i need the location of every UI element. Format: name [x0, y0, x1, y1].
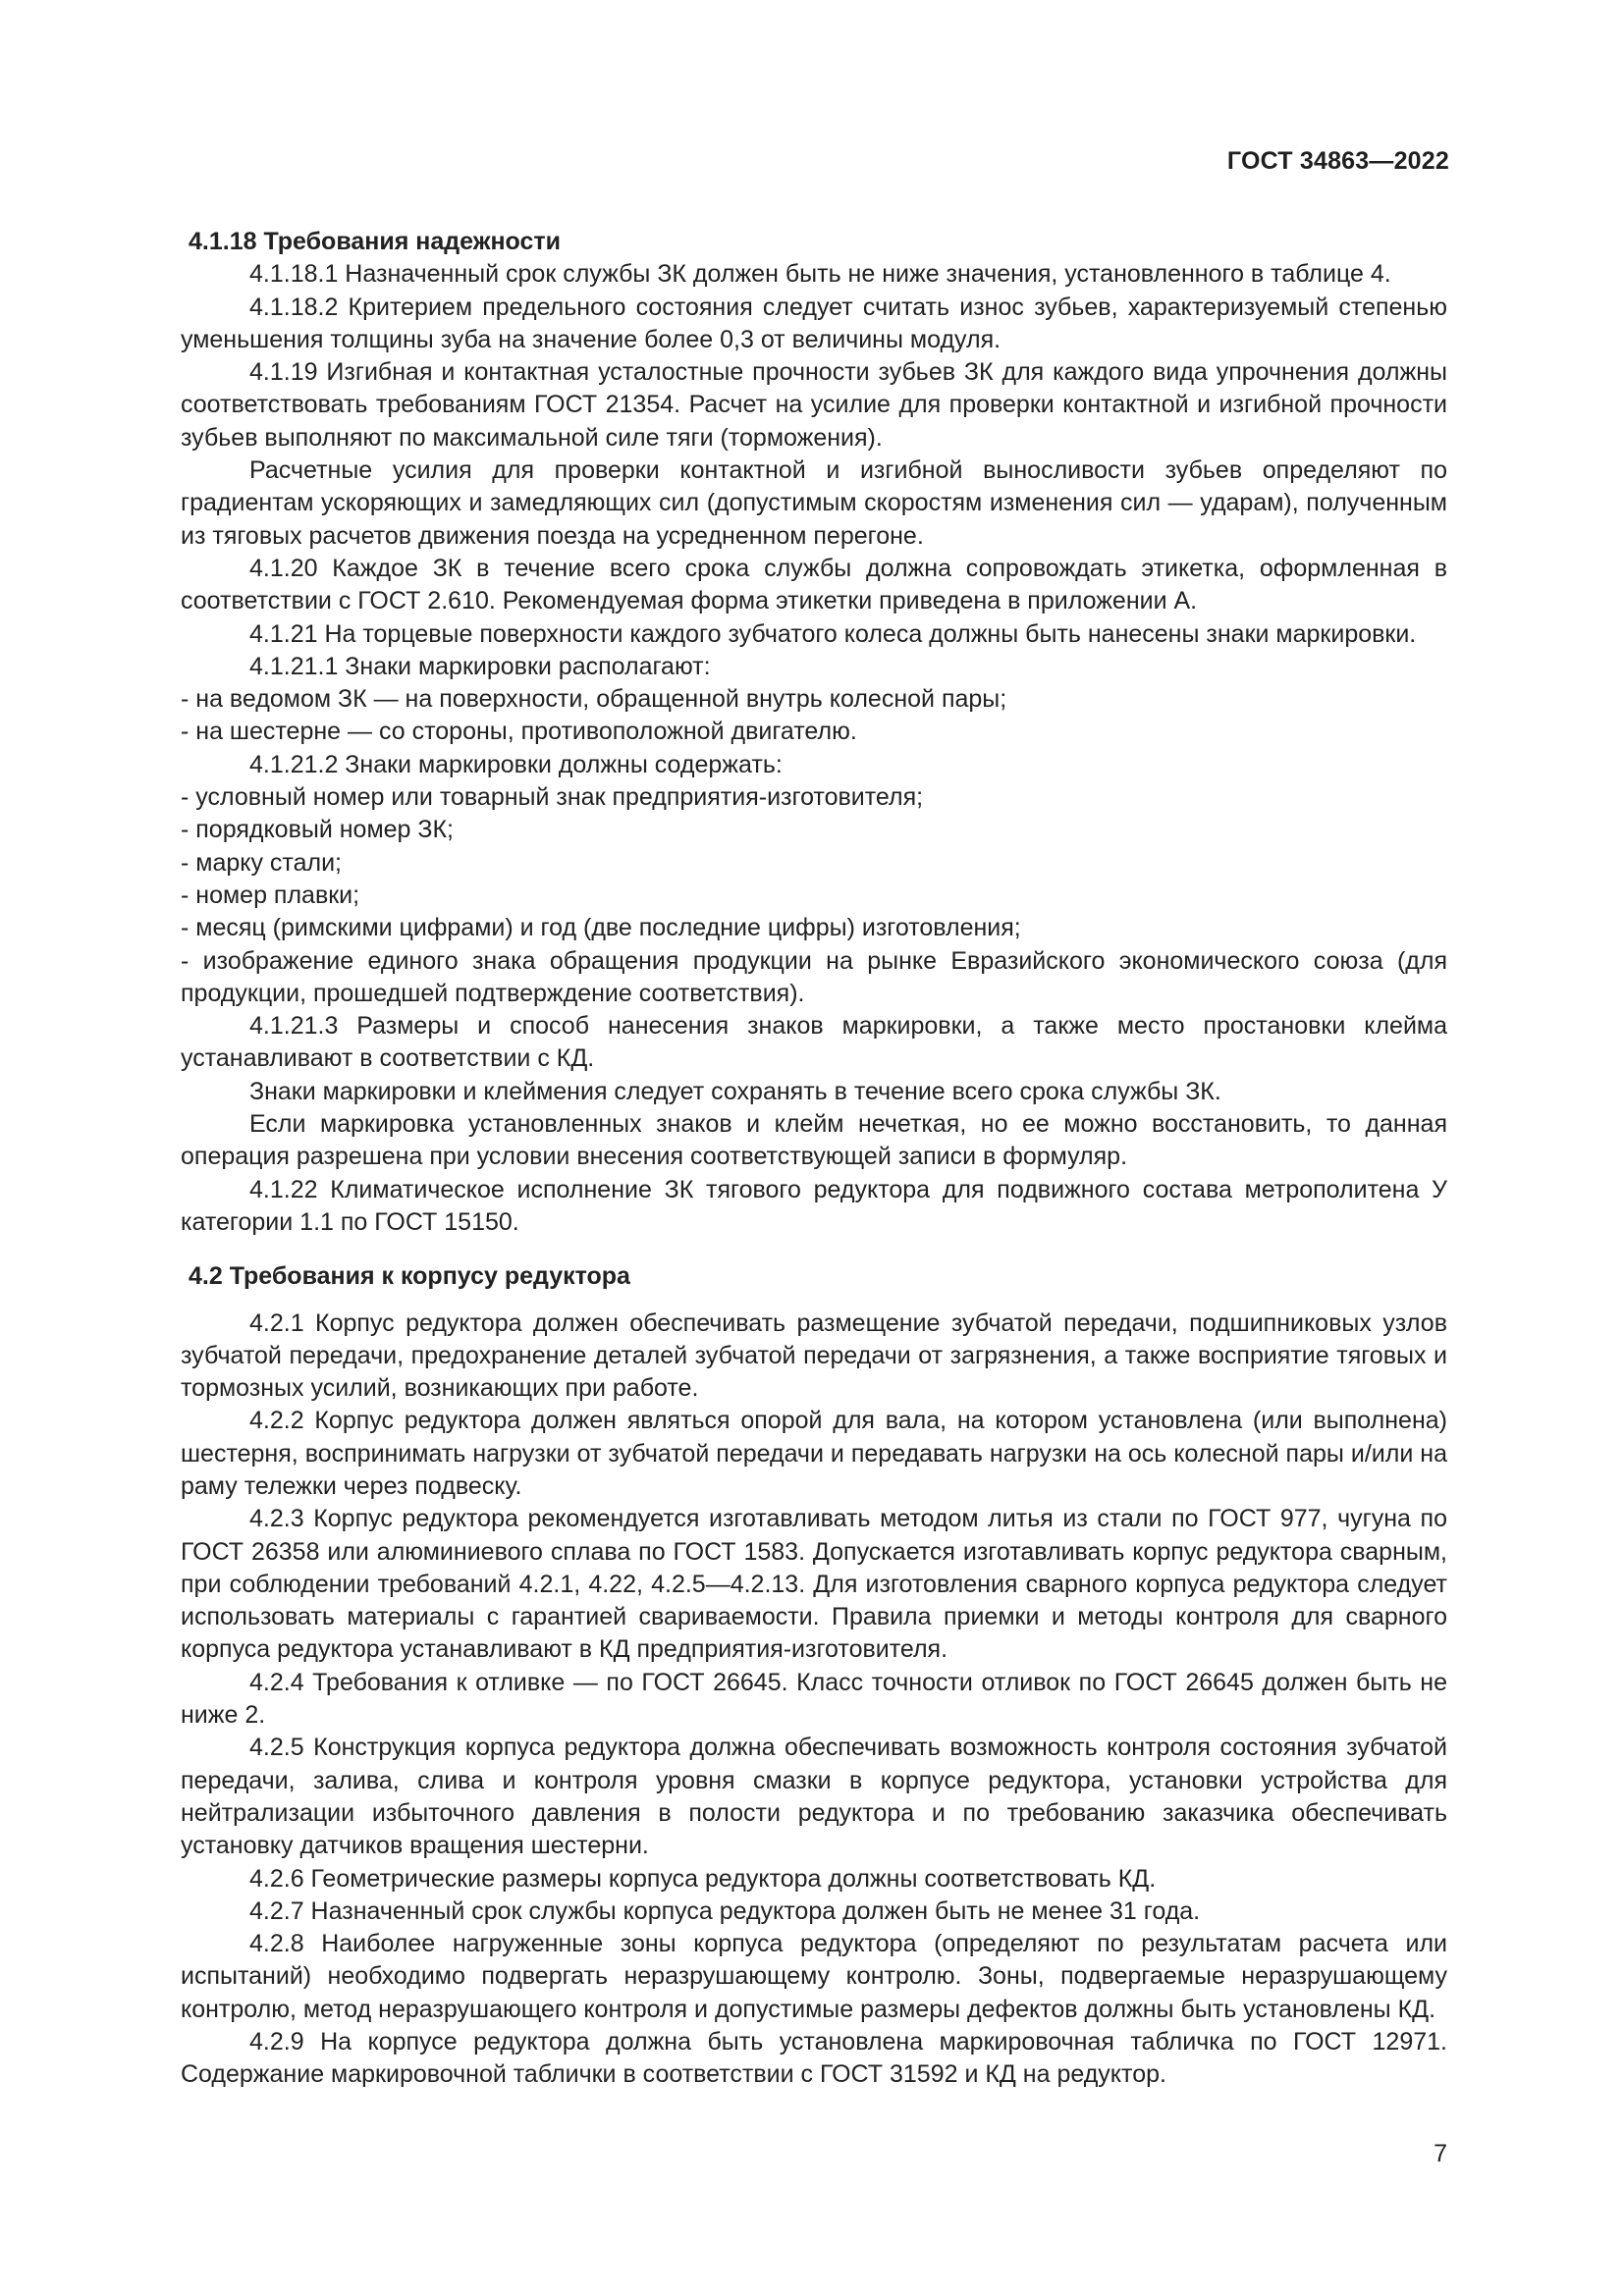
- paragraph-4-1-20: 4.1.20 Каждое ЗК в течение всего срока службы должна сопровождать этикетка, оформленная в соответствии с ГОСТ 2.610. Рекомендуемая форма этикетки приведена в приложении А.: [181, 554, 1447, 615]
- paragraph-4-2-2: 4.2.2 Корпус редуктора должен являться опорой для вала, на котором установлена (или выполнена) шестерня, воспринимать нагрузки от зубчатой передачи и передавать нагрузки на ось колесной пары и/или на раму тележки через подвеску.: [181, 1407, 1447, 1500]
- list-item: - условный номер или товарный знак предприятия-изготовителя;: [181, 783, 924, 812]
- paragraph-4-2-8: 4.2.8 Наиболее нагруженные зоны корпуса редуктора (определяют по результатам расчета или испытаний) необходимо подвергать неразрушающему контролю. Зоны, подвергаемые неразрушающему контролю, метод неразрушающего контроля и допустимые размеры дефектов должны быть установлены КД.: [181, 1930, 1447, 2023]
- heading-4-1-18: 4.1.18 Требования надежности: [189, 228, 562, 255]
- page-number: 7: [1434, 2140, 1447, 2167]
- paragraph-4-1-21-3: 4.1.21.3 Размеры и способ нанесения знаков маркировки, а также место простановки клейма устанавливают в соответствии с КД.: [181, 1012, 1447, 1073]
- document-header-id: ГОСТ 34863—2022: [1226, 147, 1449, 175]
- list-item: - изображение единого знака обращения продукции на рынке Евразийского экономического союза (для продукции, прошедшей подтверждение соответствия).: [181, 946, 1447, 1007]
- paragraph-4-2-4: 4.2.4 Требования к отливке — по ГОСТ 26645. Класс точности отливок по ГОСТ 26645 должен быть не ниже 2.: [181, 1668, 1447, 1730]
- paragraph-4-2-1: 4.2.1 Корпус редуктора должен обеспечивать размещение зубчатой передачи, подшипниковых узлов зубчатой передачи, предохранение деталей зубчатой передачи от загрязнения, а также восприятие тяговых и тормозных усилий, возникающих при работе.: [181, 1308, 1447, 1403]
- paragraph-4-1-21-1: 4.1.21.1 Знаки маркировки располагают:: [249, 652, 711, 680]
- heading-4-2: 4.2 Требования к корпусу редуктора: [189, 1262, 630, 1291]
- paragraph-marking-restoration: Если маркировка установленных знаков и клейм нечеткая, но ее можно восстановить, то данная операция разрешена при условии внесения соответствующей записи в формуляр.: [181, 1110, 1447, 1171]
- paragraph-4-1-21: 4.1.21 На торцевые поверхности каждого зубчатого колеса должны быть нанесены знаки маркировки.: [249, 619, 1417, 648]
- list-item: - марку стали;: [181, 848, 343, 877]
- list-item: - номер плавки;: [181, 881, 360, 909]
- paragraph-4-2-6: 4.2.6 Геометрические размеры корпуса редуктора должны соответствовать КД.: [249, 1864, 1157, 1893]
- paragraph-4-2-9: 4.2.9 На корпусе редуктора должна быть установлена маркировочная табличка по ГОСТ 12971. Содержание маркировочной таблички в соответствии с ГОСТ 31592 и КД на редуктор.: [181, 2028, 1447, 2089]
- list-item: - порядковый номер ЗК;: [181, 816, 455, 844]
- paragraph-4-1-22: 4.1.22 Климатическое исполнение ЗК тягового редуктора для подвижного состава метрополитена У категории 1.1 по ГОСТ 15150.: [181, 1175, 1447, 1236]
- paragraph-4-2-5: 4.2.5 Конструкция корпуса редуктора должна обеспечивать возможность контроля состояния зубчатой передачи, залива, слива и контроля уровня смазки в корпусе редуктора, установки устройства для нейтрализации избыточного давления в полости редуктора и по требованию заказчика обеспечивать установку датчиков вращения шестерни.: [181, 1734, 1447, 1860]
- document-body: [181, 226, 1447, 2092]
- list-item: - на ведомом ЗК — на поверхности, обращенной внутрь колесной пары;: [181, 685, 1007, 714]
- paragraph-4-1-19-forces: Расчетные усилия для проверки контактной и изгибной выносливости зубьев определяют по градиентам ускоряющих и замедляющих сил (допустимым скоростям изменения сил — ударам), полученным из тяговых расчетов движения поезда на усредненном перегоне.: [181, 456, 1447, 550]
- paragraph-4-1-18-1: 4.1.18.1 Назначенный срок службы ЗК должен быть не ниже значения, установленного в таблице 4.: [249, 260, 1391, 289]
- paragraph-marking-retention: Знаки маркировки и клеймения следует сохранять в течение всего срока службы ЗК.: [249, 1077, 1221, 1105]
- paragraph-4-2-7: 4.2.7 Назначенный срок службы корпуса редуктора должен быть не менее 31 года.: [249, 1896, 1201, 1925]
- paragraph-4-1-18-2: 4.1.18.2 Критерием предельного состояния следует считать износ зубьев, характеризуемый степенью уменьшения толщины зуба на значение более 0,3 от величины модуля.: [181, 293, 1447, 353]
- paragraph-4-2-3: 4.2.3 Корпус редуктора рекомендуется изготавливать методом литья из стали по ГОСТ 977, чугуна по ГОСТ 26358 или алюминиевого сплава по ГОСТ 1583. Допускается изготавливать корпус редуктора сварным, при соблюдении требований 4.2.1, 4.22, 4.2.5—4.2.13. Для изготовления сварного корпуса редуктора следует использовать материалы с гарантией свариваемости. Правила приемки и методы контроля для сварного корпуса редуктора устанавливают в КД предприятия-изготовителя.: [181, 1505, 1447, 1664]
- paragraph-4-1-19: 4.1.19 Изгибная и контактная усталостные прочности зубьев ЗК для каждого вида упрочнения должны соответствовать требованиям ГОСТ 21354. Расчет на усилие для проверки контактной и изгибной прочности зубьев выполняют по максимальной силе тяги (торможения).: [181, 358, 1447, 452]
- list-item: - на шестерне — со стороны, противоположной двигателю.: [181, 718, 857, 746]
- list-item: - месяц (римскими цифрами) и год (две последние цифры) изготовления;: [181, 914, 1021, 942]
- paragraph-4-1-21-2: 4.1.21.2 Знаки маркировки должны содержать:: [249, 750, 783, 778]
